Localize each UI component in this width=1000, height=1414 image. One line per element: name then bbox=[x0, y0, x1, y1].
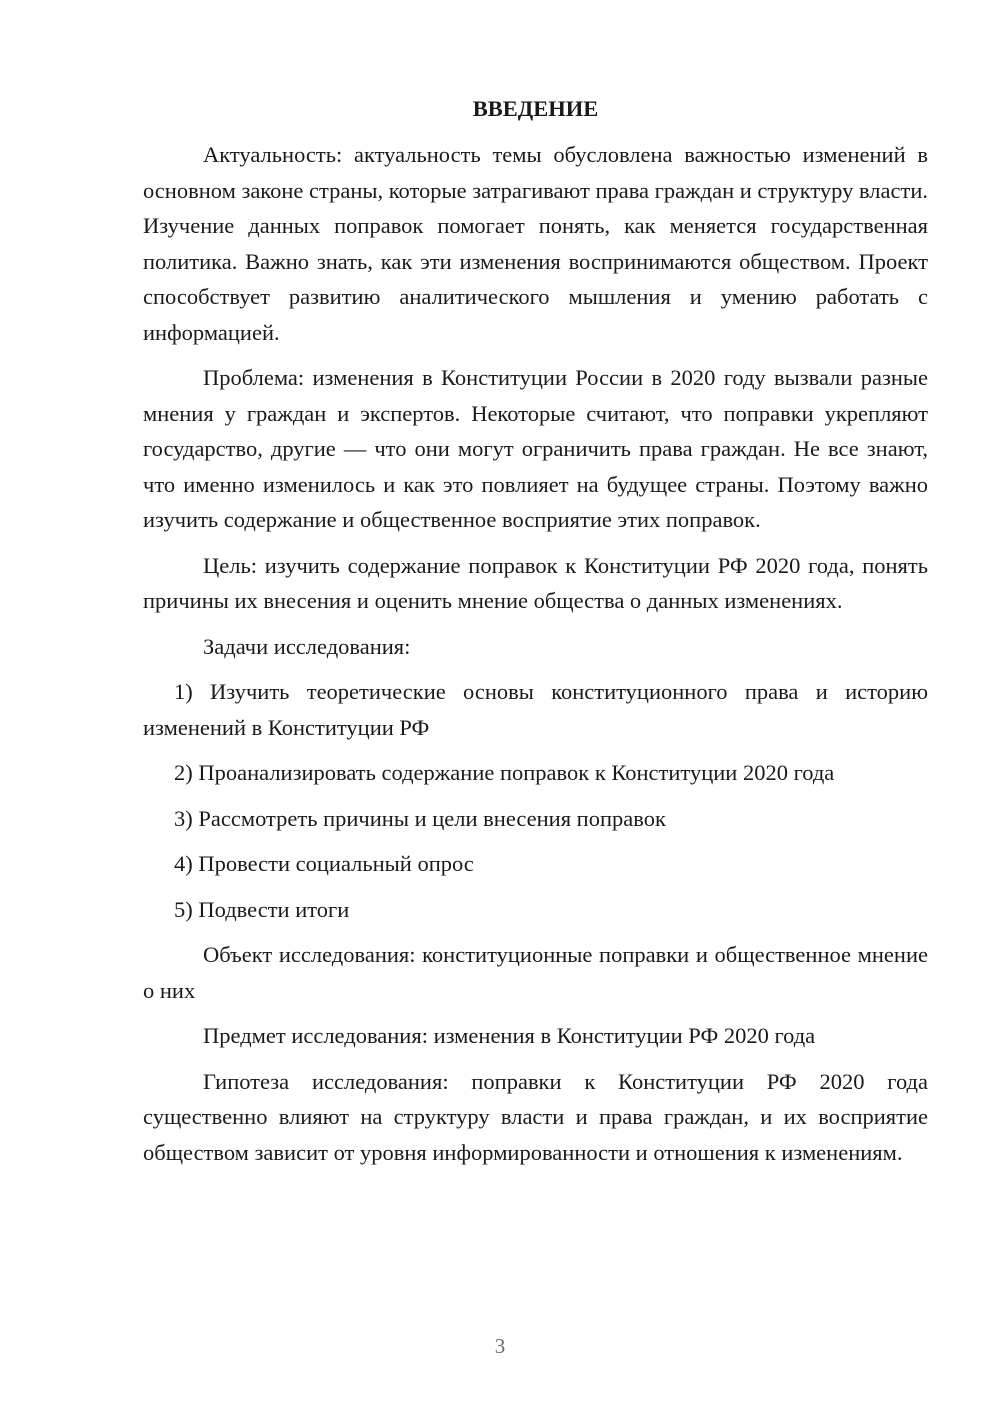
tasks-heading: Задачи исследования: bbox=[203, 633, 411, 659]
paragraph-problem: Проблема: изменения в Конституции России в 2020 году вызвали разные мнения у граждан и экспертов. Некоторые считают, что поправки укрепляют государство, другие — что они могут ограничить права граждан. Не все знают, что именно изменилось и как это повлияет на будущее страны. Поэтому важно изучить содержание и общественное восприятие этих поправок. bbox=[143, 365, 928, 532]
paragraph-hypothesis: Гипотеза исследования: поправки к Конституции РФ 2020 года существенно влияют на структуру власти и права граждан, и их восприятие обществом зависит от уровня информированности и отношения к изменениям. bbox=[143, 1068, 928, 1165]
task-item-1: 1) Изучить теоретические основы конституционного права и историю изменений в Конституции РФ bbox=[143, 679, 928, 740]
paragraph-relevance: Актуальность: актуальность темы обусловлена важностью изменений в основном законе страны, которые затрагивают права граждан и структуру власти. Изучение данных поправок помогает понять, как меняется государственная политика. Важно знать, как эти изменения воспринимаются обществом. Проект способствует развитию аналитического мышления и умению работать с информацией. bbox=[143, 142, 929, 345]
task-item-4: 4) Провести социальный опрос bbox=[174, 851, 474, 876]
paragraph-object: Объект исследования: конституционные поправки и общественное мнение о них bbox=[143, 942, 928, 1003]
paragraph-subject: Предмет исследования: изменения в Конституции РФ 2020 года bbox=[203, 1023, 816, 1048]
task-item-2: 2) Проанализировать содержание поправок к Конституции 2020 года bbox=[174, 760, 835, 785]
task-item-5: 5) Подвести итоги bbox=[174, 896, 350, 922]
paragraph-goal: Цель: изучить содержание поправок к Конституции РФ 2020 года, понять причины их внесения и оценить мнение общества о данных изменениях. bbox=[143, 552, 928, 613]
document-page bbox=[143, 92, 928, 1180]
page-number: 3 bbox=[494, 1334, 506, 1358]
task-item-3: 3) Рассмотреть причины и цели внесения поправок bbox=[174, 805, 666, 831]
section-title: ВВЕДЕНИЕ bbox=[472, 96, 599, 121]
